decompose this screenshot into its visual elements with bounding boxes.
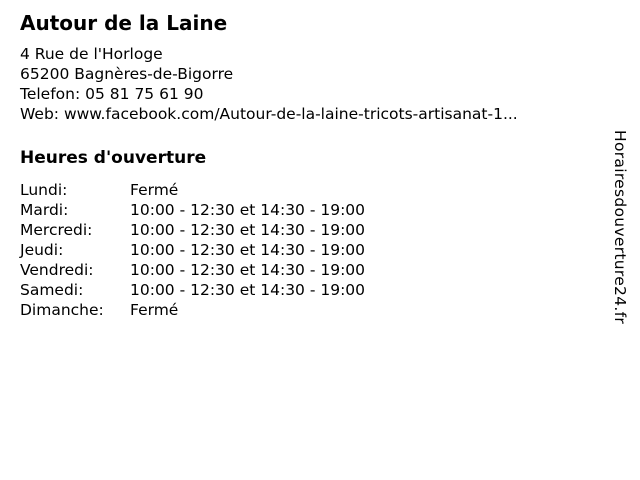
day-label: Samedi: [20,281,84,299]
day-label: Vendredi: [20,261,94,279]
time-value: 10:00 - 12:30 et 14:30 - 19:00 [130,261,366,279]
hours-row-monday [20,180,594,200]
address-line-2: 65200 Bagnères-de-Bigorre [20,65,234,83]
time-value: 10:00 - 12:30 et 14:30 - 19:00 [130,201,366,219]
opening-hours-title: Heures d'ouverture [20,148,207,168]
opening-hours-table [20,180,594,320]
address-line-1: 4 Rue de l'Horloge [20,45,163,63]
hours-row-saturday [20,280,594,300]
day-label: Jeudi: [20,241,64,259]
business-name: Autour de la Laine [20,11,228,35]
day-label: Mardi: [20,201,69,219]
business-info-panel [20,0,594,320]
time-value: Fermé [130,301,179,319]
watermark-brand: Horairesdouverture24.fr [611,130,629,325]
web-line [20,104,594,124]
time-value: 10:00 - 12:30 et 14:30 - 19:00 [130,281,366,299]
web-url[interactable]: www.facebook.com/Autour-de-la-laine-tricots-artisanat-1... [63,105,518,123]
time-value: Fermé [130,181,179,199]
phone-label: Telefon: [20,85,81,103]
day-label: Mercredi: [20,221,93,239]
day-label: Dimanche: [20,301,104,319]
hours-row-friday [20,260,594,280]
time-value: 10:00 - 12:30 et 14:30 - 19:00 [130,241,366,259]
hours-row-wednesday [20,220,594,240]
hours-row-thursday [20,240,594,260]
phone-number: 05 81 75 61 90 [85,85,204,103]
day-label: Lundi: [20,181,68,199]
hours-row-tuesday [20,200,594,220]
hours-row-sunday [20,300,594,320]
web-label: Web: [20,105,60,123]
phone-line [20,84,594,104]
time-value: 10:00 - 12:30 et 14:30 - 19:00 [130,221,366,239]
